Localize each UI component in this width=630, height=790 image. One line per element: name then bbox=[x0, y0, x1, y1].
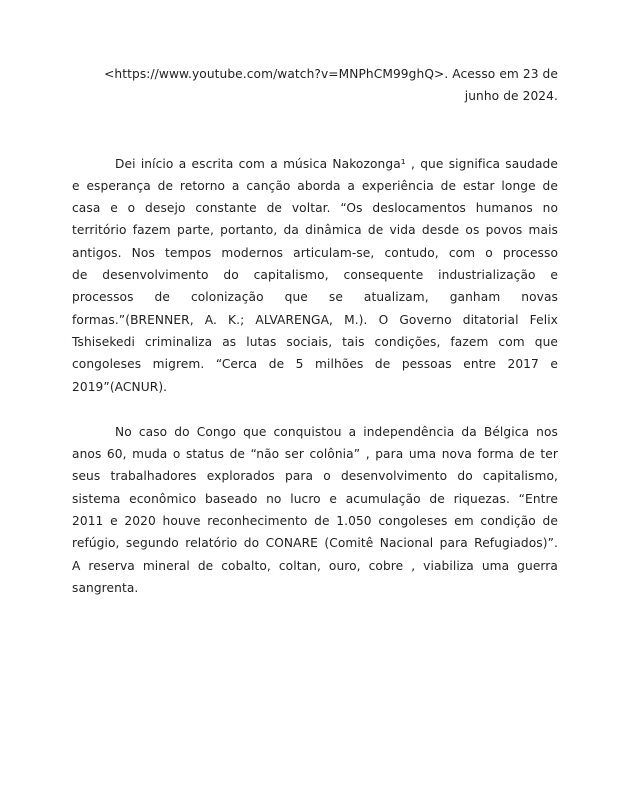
text-line: A reserva mineral de cobalto, coltan, ouro, cobre , viabiliza uma guerra bbox=[72, 558, 558, 573]
citation-url-line: <https://www.youtube.com/watch?v=MNPhCM99ghQ>. Acesso em 23 de bbox=[104, 67, 558, 81]
text-line: 2011 e 2020 houve reconhecimento de 1.050 congoleses em condição de bbox=[72, 514, 558, 529]
text-line: de desenvolvimento do capitalismo, consequente industrialização e bbox=[72, 268, 558, 283]
text-line: sangrenta. bbox=[72, 580, 139, 595]
text-line: refúgio, segundo relatório do CONARE (Comitê Nacional para Refugiados)”. bbox=[72, 536, 558, 551]
text-line: seus trabalhadores explorados para o desenvolvimento do capitalismo, bbox=[72, 469, 558, 484]
text-line: casa e o desejo constante de voltar. “Os deslocamentos humanos no bbox=[72, 201, 558, 216]
text-line: formas.”(BRENNER, A. K.; ALVARENGA, M.). O Governo ditatorial Felix bbox=[72, 312, 558, 327]
paragraph bbox=[72, 421, 558, 599]
text-line: Dei início a escrita com a música Nakozonga¹ , que significa saudade bbox=[115, 156, 558, 171]
citation-block bbox=[72, 63, 558, 108]
text-line: Tshisekedi criminaliza as lutas sociais, tais condições, fazem com que bbox=[72, 334, 558, 349]
text-line: congoleses migrem. “Cerca de 5 milhões de pessoas entre 2017 e bbox=[72, 357, 558, 372]
text-line: 2019”(ACNUR). bbox=[72, 379, 168, 394]
paragraph bbox=[72, 153, 558, 398]
page-content bbox=[72, 63, 558, 599]
text-line: processos de colonização que se atualizam, ganham novas bbox=[72, 290, 558, 305]
text-line: antigos. Nos tempos modernos articulam-se, contudo, com o processo bbox=[72, 245, 558, 260]
text-line: sistema econômico baseado no lucro e acumulação de riquezas. “Entre bbox=[72, 491, 558, 506]
text-line: e esperança de retorno a canção aborda a experiência de estar longe de bbox=[72, 178, 558, 193]
text-line: No caso do Congo que conquistou a independência da Bélgica nos bbox=[115, 424, 558, 439]
body-text bbox=[72, 153, 558, 600]
text-line: anos 60, muda o status de “não ser colônia” , para uma nova forma de ter bbox=[72, 447, 558, 462]
citation-date-line: junho de 2024. bbox=[464, 89, 558, 104]
text-line: território fazem parte, portanto, da dinâmica de vida desde os povos mais bbox=[72, 223, 558, 238]
